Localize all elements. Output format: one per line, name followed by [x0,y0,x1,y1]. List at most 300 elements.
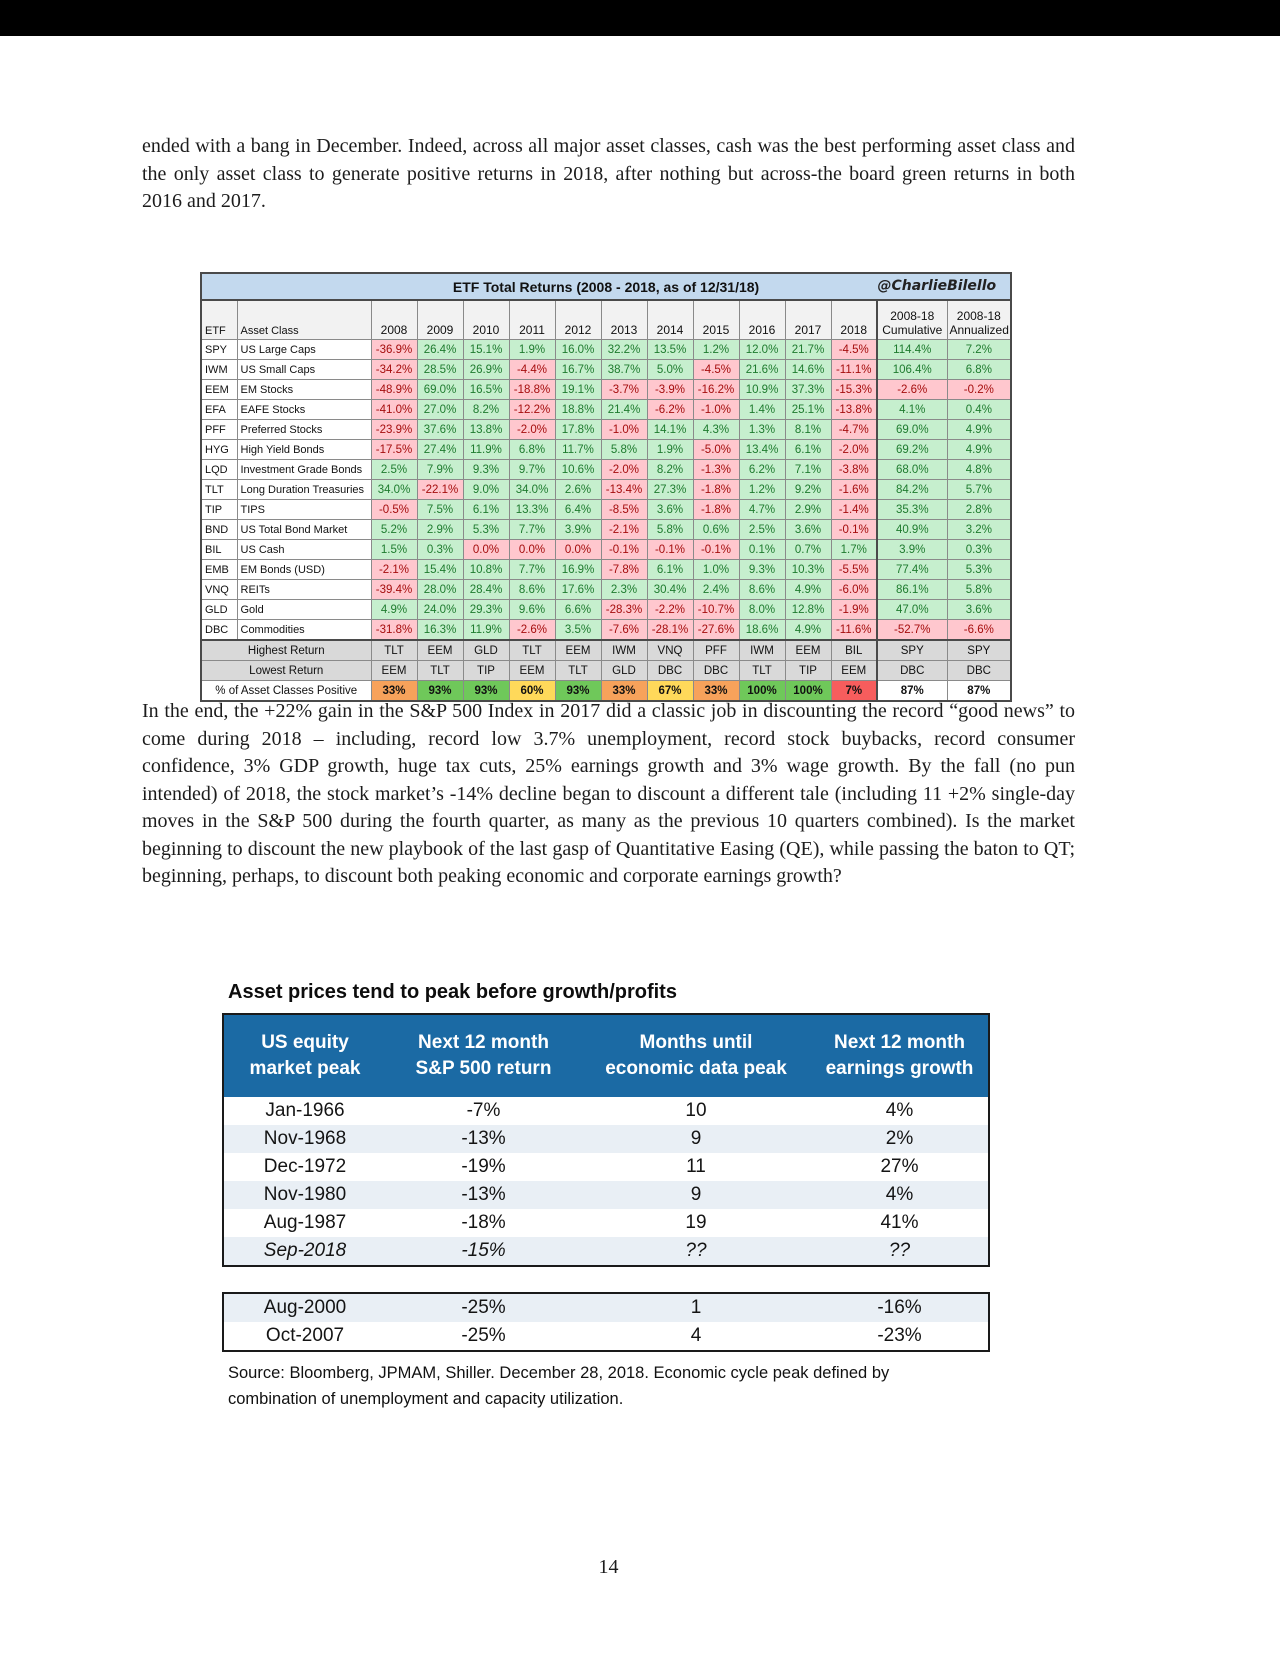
peak-date: Nov-1968 [223,1125,386,1153]
etf-row-SPY [201,340,1011,360]
return-cell: 5.2% [371,520,417,540]
return-cell: 1.4% [739,400,785,420]
pct-positive-cell: 33% [371,681,417,702]
return-cell: 14.6% [785,360,831,380]
return-cell: 15.4% [417,560,463,580]
summary-row-highest [201,640,1011,661]
asset-class: EAFE Stocks [237,400,371,420]
market-peak-table [222,1013,990,1267]
return-cell: 15.1% [463,340,509,360]
return-cell: 1.9% [509,340,555,360]
peak-date: Dec-1972 [263,1156,347,1177]
column-header: 2016 [739,300,785,340]
return-cell: 4.7% [739,500,785,520]
etf-row-LQD [201,460,1011,480]
peak-date: Sep-2018 [223,1237,386,1266]
earnings-growth: ?? [811,1237,989,1266]
return-cell: 0.4% [947,400,1011,420]
summary-cell: SPY [947,640,1011,661]
return-cell: -0.1% [831,520,877,540]
return-cell: -0.1% [647,540,693,560]
return-cell: 11.9% [463,440,509,460]
pct-positive-cell: 33% [601,681,647,702]
etf-row-HYG [201,440,1011,460]
asset-class: EM Stocks [237,380,371,400]
return-cell: 5.8% [647,520,693,540]
return-cell: -7.6% [601,620,647,641]
peak-date: Oct-2007 [265,1325,345,1346]
etf-ticker: EMB [201,560,237,580]
return-cell: 10.3% [785,560,831,580]
return-cell: 19.1% [555,380,601,400]
column-header: US equity market peak [223,1014,386,1097]
return-cell: -1.0% [601,420,647,440]
months-until-peak: 11 [686,1156,706,1177]
return-cell: 6.4% [555,500,601,520]
return-cell: 26.4% [417,340,463,360]
return-cell: 9.3% [463,460,509,480]
etf-ticker: BND [201,520,237,540]
return-cell: -8.5% [601,500,647,520]
return-cell: 69.2% [877,440,947,460]
asset-class: High Yield Bonds [237,440,371,460]
asset-class: Commodities [237,620,371,641]
summary-cell: GLD [601,661,647,681]
summary-cell: EEM [555,640,601,661]
return-cell: -39.4% [371,580,417,600]
return-cell: -13.4% [601,480,647,500]
return-cell: 3.6% [947,600,1011,620]
return-cell: 6.8% [947,360,1011,380]
return-cell: 28.5% [417,360,463,380]
etf-ticker: LQD [201,460,237,480]
sp500-return: -7% [466,1100,501,1121]
return-cell: 26.9% [463,360,509,380]
months-until-peak: ?? [581,1237,811,1266]
etf-ticker: SPY [201,340,237,360]
return-cell: -3.8% [831,460,877,480]
etf-table-title-text: ETF Total Returns (2008 - 2018, as of 12/31/18) [452,278,760,295]
return-cell: 4.9% [371,600,417,620]
return-cell: 7.2% [947,340,1011,360]
summary-cell: DBC [647,661,693,681]
return-cell: 68.0% [877,460,947,480]
return-cell: -2.6% [509,620,555,641]
return-cell: -11.1% [831,360,877,380]
return-cell: -28.3% [601,600,647,620]
peak-row-Aug-1987 [223,1209,989,1237]
return-cell: 7.7% [509,560,555,580]
return-cell: 10.6% [555,460,601,480]
etf-returns-table [200,272,1012,702]
return-cell: -1.3% [693,460,739,480]
asset-class: Preferred Stocks [237,420,371,440]
peak-date: Jan-1966 [265,1100,345,1121]
etf-table-title [201,273,1011,300]
summary-cell: VNQ [647,640,693,661]
etf-ticker: BIL [201,540,237,560]
summary-cell: TLT [739,661,785,681]
return-cell: 34.0% [509,480,555,500]
sp500-return: -13% [386,1181,581,1209]
etf-ticker: EEM [201,380,237,400]
return-cell: -7.8% [601,560,647,580]
pct-positive-cell: 100% [739,681,785,702]
source-note: Source: Bloomberg, JPMAM, Shiller. December 28, 2018. Economic cycle peak defined by combination of unemployment and capacity utilization. [228,1364,890,1409]
pct-positive-cell: 33% [693,681,739,702]
asset-class: TIPS [237,500,371,520]
peak-row-Sep-2018 [223,1237,989,1266]
etf-ticker: TLT [201,480,237,500]
asset-class: REITs [237,580,371,600]
return-cell: 6.1% [463,500,509,520]
return-cell: 28.4% [463,580,509,600]
return-cell: -10.7% [693,600,739,620]
return-cell: 13.8% [463,420,509,440]
peak-row-Nov-1968 [223,1125,989,1153]
return-cell: 86.1% [877,580,947,600]
return-cell: 21.7% [785,340,831,360]
top-black-bar [0,0,1280,36]
return-cell: 21.6% [739,360,785,380]
return-cell: 5.7% [947,480,1011,500]
return-cell: 106.4% [877,360,947,380]
return-cell: -17.5% [371,440,417,460]
return-cell: 0.0% [555,540,601,560]
column-header: Next 12 month earnings growth [811,1014,989,1097]
return-cell: 2.8% [947,500,1011,520]
pct-positive-cell: 67% [647,681,693,702]
return-cell: -22.1% [417,480,463,500]
return-cell: 30.4% [647,580,693,600]
return-cell: 18.8% [555,400,601,420]
return-cell: 13.3% [509,500,555,520]
return-cell: 8.6% [509,580,555,600]
return-cell: 5.8% [947,580,1011,600]
months-until-peak: 9 [581,1181,811,1209]
return-cell: 25.1% [785,400,831,420]
earnings-growth: 27% [880,1156,919,1177]
return-cell: 16.3% [417,620,463,641]
peak-column-header-row [223,1014,989,1097]
return-cell: 7.9% [417,460,463,480]
summary-cell: TIP [463,661,509,681]
return-cell: 77.4% [877,560,947,580]
return-cell: 5.3% [463,520,509,540]
return-cell: -13.8% [831,400,877,420]
earnings-growth: 2% [811,1125,989,1153]
column-header: Months until economic data peak [581,1014,811,1097]
asset-class: US Large Caps [237,340,371,360]
return-cell: 2.4% [693,580,739,600]
etf-ticker: IWM [201,360,237,380]
return-cell: 37.3% [785,380,831,400]
months-until-peak: 4 [690,1325,702,1346]
column-header: Next 12 month S&P 500 return [386,1014,581,1097]
return-cell: 6.8% [509,440,555,460]
return-cell: 9.3% [739,560,785,580]
etf-row-IWM [201,360,1011,380]
summary-cell: DBC [693,661,739,681]
return-cell: 5.3% [947,560,1011,580]
return-cell: 6.2% [739,460,785,480]
return-cell: -6.2% [647,400,693,420]
return-cell: 1.2% [739,480,785,500]
return-cell: 0.6% [693,520,739,540]
return-cell: -6.0% [831,580,877,600]
return-cell: 0.7% [785,540,831,560]
return-cell: 4.9% [947,420,1011,440]
column-header: 2012 [555,300,601,340]
return-cell: 4.9% [785,620,831,641]
return-cell: 34.0% [371,480,417,500]
return-cell: 0.3% [947,540,1011,560]
return-cell: 8.0% [739,600,785,620]
return-cell: 38.7% [601,360,647,380]
return-cell: 9.2% [785,480,831,500]
return-cell: -5.0% [693,440,739,460]
return-cell: 47.0% [877,600,947,620]
months-until-peak: 10 [685,1100,707,1121]
peak-date: Aug-1987 [263,1212,347,1233]
earnings-growth: 41% [880,1212,919,1233]
return-cell: -48.9% [371,380,417,400]
return-cell: 14.1% [647,420,693,440]
return-cell: 114.4% [877,340,947,360]
return-cell: 1.2% [693,340,739,360]
return-cell: -2.6% [877,380,947,400]
return-cell: -2.1% [371,560,417,580]
return-cell: -2.2% [647,600,693,620]
pct-positive-cell: 93% [555,681,601,702]
return-cell: -3.9% [647,380,693,400]
return-cell: 7.7% [509,520,555,540]
return-cell: 5.8% [601,440,647,460]
return-cell: 1.3% [739,420,785,440]
etf-table-credit: @CharlieBilello [877,278,997,294]
return-cell: -41.0% [371,400,417,420]
return-cell: 17.8% [555,420,601,440]
column-header: 2010 [463,300,509,340]
summary-cell: DBC [947,661,1011,681]
etf-row-TLT [201,480,1011,500]
earnings-growth: 4% [811,1181,989,1209]
paragraph-analysis: In the end, the +22% gain in the S&P 500 Index in 2017 did a classic job in discounting the record “good news” to come during 2018 – including, record low 3.7% unemployment, record stock buybacks, record consumer confidence, 3% GDP growth, huge tax cuts, 25% earnings growth and 3% wage growth. By the fall (no pun intended) of 2018, the stock market’s -14% decline began to discount a different tale (including 11 +2% single-day moves in the S&P 500 during the fourth quarter, as many as the previous 10 quarters combined). Is the market beginning to discount the new playbook of the last gasp of Quantitative Easing (QE), while passing the baton to QT; beginning, perhaps, to discount both peaking economic and corporate earnings growth? [142,700,1075,887]
return-cell: 16.0% [555,340,601,360]
return-cell: -4.5% [831,340,877,360]
return-cell: 40.9% [877,520,947,540]
return-cell: 1.5% [371,540,417,560]
return-cell: 10.8% [463,560,509,580]
return-cell: -16.2% [693,380,739,400]
paragraph-intro: ended with a bang in December. Indeed, across all major asset classes, cash was the best performing asset class and the only asset class to generate positive returns in 2018, after nothing but across-the board green returns in both 2016 and 2017. [142,135,1075,212]
page-number: 14 [598,1556,619,1578]
pct-positive-cell: 93% [463,681,509,702]
return-cell: 3.9% [877,540,947,560]
return-cell: -28.1% [647,620,693,641]
return-cell: 6.1% [785,440,831,460]
summary-label: % of Asset Classes Positive [201,681,371,702]
return-cell: 0.1% [739,540,785,560]
summary-cell: DBC [877,661,947,681]
etf-row-TIP [201,500,1011,520]
return-cell: 11.9% [463,620,509,641]
asset-class: US Total Bond Market [237,520,371,540]
return-cell: 17.6% [555,580,601,600]
return-cell: 6.1% [647,560,693,580]
return-cell: 0.0% [509,540,555,560]
asset-class: EM Bonds (USD) [237,560,371,580]
return-cell: -1.6% [831,480,877,500]
return-cell: -15.3% [831,380,877,400]
column-header: Asset Class [237,300,371,340]
summary-cell: SPY [877,640,947,661]
earnings-growth: -23% [877,1325,922,1346]
return-cell: -0.1% [693,540,739,560]
sp500-return: -13% [386,1125,581,1153]
etf-ticker: TIP [201,500,237,520]
summary-cell: IWM [601,640,647,661]
return-cell: 16.9% [555,560,601,580]
summary-cell: PFF [693,640,739,661]
return-cell: -4.4% [509,360,555,380]
return-cell: 2.9% [785,500,831,520]
etf-ticker: VNQ [201,580,237,600]
return-cell: 16.7% [555,360,601,380]
return-cell: 13.5% [647,340,693,360]
earnings-growth: -16% [811,1293,989,1322]
return-cell: 16.5% [463,380,509,400]
return-cell: -36.9% [371,340,417,360]
summary-cell: TLT [371,640,417,661]
column-header: ETF [201,300,237,340]
pct-positive-cell: 7% [831,681,877,702]
return-cell: 9.0% [463,480,509,500]
peak-table-title: Asset prices tend to peak before growth/profits [228,981,677,1003]
return-cell: 69.0% [417,380,463,400]
return-cell: -2.1% [601,520,647,540]
summary-cell: EEM [509,661,555,681]
return-cell: -1.0% [693,400,739,420]
peak-row-Aug-2000 [223,1293,989,1322]
etf-ticker: HYG [201,440,237,460]
column-header: 2018 [831,300,877,340]
return-cell: 28.0% [417,580,463,600]
return-cell: 12.8% [785,600,831,620]
market-peak-table-secondary [222,1292,990,1352]
return-cell: 3.6% [647,500,693,520]
return-cell: 8.2% [463,400,509,420]
return-cell: -2.0% [601,460,647,480]
asset-class: US Cash [237,540,371,560]
return-cell: -6.6% [947,620,1011,641]
return-cell: 18.6% [739,620,785,641]
return-cell: 8.1% [785,420,831,440]
return-cell: -11.6% [831,620,877,641]
return-cell: 24.0% [417,600,463,620]
summary-cell: GLD [463,640,509,661]
return-cell: -23.9% [371,420,417,440]
etf-ticker: PFF [201,420,237,440]
peak-date: Aug-2000 [223,1293,386,1322]
etf-row-EEM [201,380,1011,400]
sp500-return: -25% [461,1325,506,1346]
column-header: 2009 [417,300,463,340]
summary-cell: TLT [555,661,601,681]
return-cell: 3.9% [555,520,601,540]
return-cell: 2.3% [601,580,647,600]
asset-class: Gold [237,600,371,620]
return-cell: 1.0% [693,560,739,580]
return-cell: 3.5% [555,620,601,641]
etf-ticker: DBC [201,620,237,641]
return-cell: 27.0% [417,400,463,420]
summary-cell: TLT [509,640,555,661]
return-cell: -1.9% [831,600,877,620]
return-cell: 1.7% [831,540,877,560]
column-header: 2008-18 Cumulative [877,300,947,340]
summary-cell: IWM [739,640,785,661]
etf-row-BIL [201,540,1011,560]
etf-ticker: GLD [201,600,237,620]
summary-label: Highest Return [201,640,371,661]
return-cell: 37.6% [417,420,463,440]
peak-row-Jan-1966 [223,1097,989,1125]
pct-positive-cell: 100% [785,681,831,702]
return-cell: -4.7% [831,420,877,440]
peak-row-Nov-1980 [223,1181,989,1209]
summary-label: Lowest Return [201,661,371,681]
peak-row-Oct-2007 [223,1322,989,1351]
return-cell: 7.1% [785,460,831,480]
etf-table-title-row [201,273,1011,300]
return-cell: 32.2% [601,340,647,360]
summary-cell: TIP [785,661,831,681]
peak-row-Dec-1972 [223,1153,989,1181]
return-cell: 8.2% [647,460,693,480]
return-cell: 3.2% [947,520,1011,540]
return-cell: -1.4% [831,500,877,520]
return-cell: 0.0% [463,540,509,560]
summary-cell: EEM [831,661,877,681]
return-cell: 4.9% [947,440,1011,460]
peak-date: Nov-1980 [223,1181,386,1209]
return-cell: -5.5% [831,560,877,580]
return-cell: 84.2% [877,480,947,500]
return-cell: 2.5% [739,520,785,540]
return-cell: 2.5% [371,460,417,480]
etf-row-VNQ [201,580,1011,600]
column-header: 2017 [785,300,831,340]
return-cell: 8.6% [739,580,785,600]
return-cell: -31.8% [371,620,417,641]
return-cell: -0.2% [947,380,1011,400]
return-cell: 7.5% [417,500,463,520]
column-header: 2011 [509,300,555,340]
months-until-peak: 1 [581,1293,811,1322]
column-header: 2008 [371,300,417,340]
return-cell: 2.6% [555,480,601,500]
return-cell: 9.7% [509,460,555,480]
sp500-return: -19% [461,1156,506,1177]
etf-row-BND [201,520,1011,540]
return-cell: -2.0% [831,440,877,460]
earnings-growth: 4% [885,1100,914,1121]
summary-cell: EEM [785,640,831,661]
return-cell: -0.5% [371,500,417,520]
return-cell: 4.9% [785,580,831,600]
return-cell: 4.1% [877,400,947,420]
